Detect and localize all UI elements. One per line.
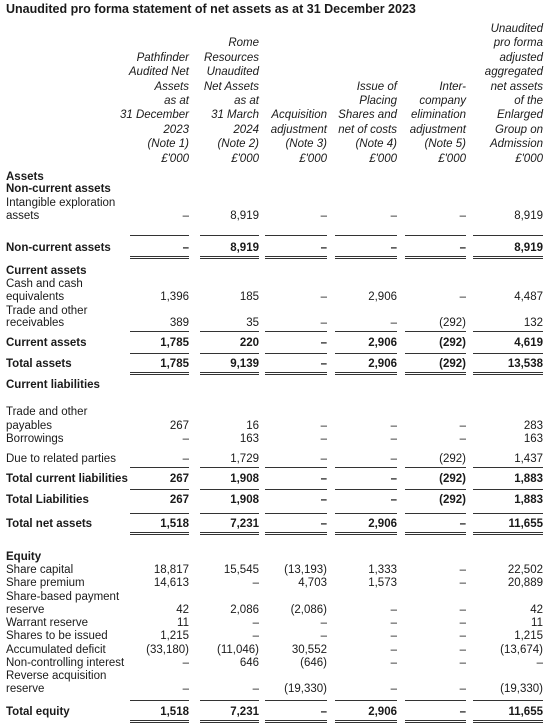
double-rule bbox=[265, 532, 327, 535]
column-header-line: £'000 bbox=[515, 152, 543, 165]
cell-value: – bbox=[459, 518, 466, 530]
cell-value: 8,919 bbox=[230, 242, 259, 254]
cell-value: – bbox=[320, 420, 327, 432]
cell-value: 8,919 bbox=[514, 210, 543, 222]
column-header-line: Audited Net bbox=[128, 66, 189, 79]
row-label: Current assets bbox=[6, 337, 87, 349]
cell-value: 1,518 bbox=[160, 518, 189, 530]
cell-value: 2,086 bbox=[230, 604, 259, 616]
double-rule bbox=[335, 372, 397, 375]
column-header-line: (Note 2) bbox=[217, 138, 259, 151]
single-rule bbox=[405, 700, 466, 701]
cell-value: – bbox=[459, 604, 466, 616]
cell-value: 2,906 bbox=[368, 518, 397, 530]
column-header-line: Shares and bbox=[338, 109, 397, 122]
double-rule bbox=[335, 532, 397, 535]
row-label: Borrowings bbox=[6, 433, 64, 445]
statement-title: Unaudited pro forma statement of net assets as at 31 December 2023 bbox=[6, 2, 416, 16]
cell-value: – bbox=[390, 317, 397, 329]
single-rule bbox=[405, 235, 466, 236]
cell-value: 11,655 bbox=[508, 518, 543, 530]
cell-value: – bbox=[390, 420, 397, 432]
cell-value: (13,193) bbox=[284, 564, 327, 576]
cell-value: 4,703 bbox=[298, 577, 327, 589]
row-label: Equity bbox=[6, 551, 42, 563]
column-header-line: as at bbox=[234, 94, 259, 107]
cell-value: 8,919 bbox=[514, 242, 543, 254]
column-header-2 bbox=[200, 24, 259, 166]
row-label: Warrant reserve bbox=[6, 617, 89, 629]
single-rule bbox=[200, 467, 259, 468]
double-rule bbox=[200, 372, 259, 375]
cell-value: 20,889 bbox=[507, 577, 543, 589]
double-rule bbox=[473, 256, 543, 259]
cell-value: – bbox=[459, 291, 466, 303]
column-header-3 bbox=[265, 24, 327, 166]
column-header-line: Acquisition bbox=[271, 109, 327, 122]
column-header-line: Unaudited bbox=[490, 22, 543, 35]
cell-value: – bbox=[320, 337, 327, 349]
double-rule bbox=[200, 256, 259, 259]
double-rule bbox=[200, 720, 259, 723]
single-rule bbox=[265, 467, 327, 468]
cell-value: – bbox=[390, 630, 397, 642]
cell-value: 7,231 bbox=[230, 706, 259, 718]
cell-value: – bbox=[390, 644, 397, 656]
cell-value: 35 bbox=[246, 317, 259, 329]
column-header-line: Unaudited bbox=[206, 66, 259, 79]
single-rule bbox=[405, 467, 466, 468]
cell-value: 11 bbox=[531, 617, 543, 629]
row-label: Total equity bbox=[6, 706, 70, 718]
column-header-line: £'000 bbox=[231, 152, 259, 165]
single-rule bbox=[335, 467, 397, 468]
column-header-line: Assets bbox=[154, 80, 189, 93]
single-rule bbox=[473, 513, 543, 514]
row-label: Assets bbox=[6, 171, 44, 183]
cell-value: 11,655 bbox=[508, 706, 543, 718]
single-rule bbox=[265, 489, 327, 490]
column-header-line: Pathfinder bbox=[136, 51, 189, 64]
single-rule bbox=[335, 489, 397, 490]
cell-value: 14,613 bbox=[153, 577, 189, 589]
cell-value: (292) bbox=[439, 337, 466, 349]
cell-value: 1,396 bbox=[160, 291, 189, 303]
row-label: Reverse acquisition bbox=[6, 670, 107, 682]
cell-value: – bbox=[459, 706, 466, 718]
cell-value: 9,139 bbox=[230, 358, 259, 370]
single-rule bbox=[130, 235, 189, 236]
cell-value: – bbox=[320, 317, 327, 329]
cell-value: 1,333 bbox=[368, 564, 397, 576]
cell-value: – bbox=[390, 617, 397, 629]
cell-value: 18,817 bbox=[153, 564, 189, 576]
double-rule bbox=[405, 532, 466, 535]
row-label: Cash and cash bbox=[6, 278, 83, 290]
cell-value: 267 bbox=[169, 420, 189, 432]
cell-value: – bbox=[459, 657, 466, 669]
column-header-line: Net Assets bbox=[203, 80, 259, 93]
row-label: Total Liabilities bbox=[6, 494, 89, 506]
single-rule bbox=[130, 331, 189, 332]
cell-value: – bbox=[459, 420, 466, 432]
column-header-line: net of costs bbox=[338, 123, 397, 136]
single-rule bbox=[335, 331, 397, 332]
double-rule bbox=[130, 372, 189, 375]
single-rule bbox=[200, 489, 259, 490]
double-rule bbox=[405, 720, 466, 723]
single-rule bbox=[130, 353, 189, 354]
cell-value: 4,487 bbox=[514, 291, 543, 303]
cell-value: 1,883 bbox=[514, 494, 543, 506]
cell-value: (292) bbox=[439, 317, 466, 329]
cell-value: 11 bbox=[177, 617, 189, 629]
double-rule bbox=[130, 720, 189, 723]
double-rule bbox=[335, 720, 397, 723]
cell-value: 8,919 bbox=[230, 210, 259, 222]
column-header-line: (Note 4) bbox=[355, 138, 397, 151]
cell-value: – bbox=[182, 657, 189, 669]
column-header-line: £'000 bbox=[161, 152, 189, 165]
row-label: Non-current assets bbox=[6, 242, 111, 254]
column-header-line: aggregated bbox=[484, 66, 543, 79]
cell-value: – bbox=[252, 617, 259, 629]
row-label: reserve bbox=[6, 604, 45, 616]
single-rule bbox=[200, 700, 259, 701]
cell-value: (33,180) bbox=[146, 644, 189, 656]
cell-value: – bbox=[182, 210, 189, 222]
row-label: Current liabilities bbox=[6, 379, 100, 391]
column-header-line: of the bbox=[514, 94, 543, 107]
column-header-4 bbox=[335, 24, 397, 166]
row-label: Total net assets bbox=[6, 518, 93, 530]
cell-value: – bbox=[459, 644, 466, 656]
column-header-line: company bbox=[419, 94, 466, 107]
single-rule bbox=[405, 513, 466, 514]
cell-value: – bbox=[390, 604, 397, 616]
single-rule bbox=[473, 489, 543, 490]
row-label: equivalents bbox=[6, 291, 65, 303]
cell-value: – bbox=[390, 683, 397, 695]
cell-value: 22,502 bbox=[507, 564, 543, 576]
column-header-line: Enlarged bbox=[496, 109, 543, 122]
row-label: Accumulated deficit bbox=[6, 644, 106, 656]
cell-value: (19,330) bbox=[284, 683, 327, 695]
column-header-line: Rome bbox=[228, 37, 259, 50]
single-rule bbox=[405, 331, 466, 332]
double-rule bbox=[473, 532, 543, 535]
column-header-line: £'000 bbox=[299, 152, 327, 165]
cell-value: 30,552 bbox=[291, 644, 327, 656]
cell-value: – bbox=[390, 453, 397, 465]
cell-value: 220 bbox=[239, 337, 259, 349]
cell-value: 646 bbox=[239, 657, 259, 669]
single-rule bbox=[335, 700, 397, 701]
column-header-line: 2024 bbox=[233, 123, 259, 136]
row-label: Non-current assets bbox=[6, 183, 111, 195]
cell-value: 1,785 bbox=[160, 358, 189, 370]
row-label: Intangible exploration bbox=[6, 197, 116, 209]
cell-value: – bbox=[459, 242, 466, 254]
double-rule bbox=[405, 256, 466, 259]
column-header-line: Group on bbox=[495, 123, 543, 136]
cell-value: – bbox=[320, 358, 327, 370]
cell-value: (19,330) bbox=[500, 683, 543, 695]
single-rule bbox=[473, 235, 543, 236]
single-rule bbox=[130, 513, 189, 514]
cell-value: 389 bbox=[169, 317, 189, 329]
single-rule bbox=[265, 513, 327, 514]
cell-value: (292) bbox=[439, 453, 466, 465]
double-rule bbox=[265, 256, 327, 259]
column-header-line: 31 March bbox=[211, 109, 259, 122]
cell-value: 163 bbox=[239, 433, 259, 445]
single-rule bbox=[200, 353, 259, 354]
cell-value: 267 bbox=[169, 473, 189, 485]
single-rule bbox=[405, 353, 466, 354]
column-header-line: (Note 3) bbox=[285, 138, 327, 151]
cell-value: – bbox=[320, 473, 327, 485]
cell-value: – bbox=[390, 433, 397, 445]
cell-value: – bbox=[320, 242, 327, 254]
cell-value: – bbox=[320, 210, 327, 222]
single-rule bbox=[200, 513, 259, 514]
cell-value: – bbox=[252, 683, 259, 695]
cell-value: (292) bbox=[439, 358, 466, 370]
column-header-line: £'000 bbox=[438, 152, 466, 165]
cell-value: – bbox=[459, 564, 466, 576]
cell-value: 2,906 bbox=[368, 706, 397, 718]
cell-value: 283 bbox=[523, 420, 543, 432]
single-rule bbox=[200, 235, 259, 236]
single-rule bbox=[473, 467, 543, 468]
single-rule bbox=[335, 235, 397, 236]
cell-value: 267 bbox=[169, 494, 189, 506]
cell-value: 42 bbox=[176, 604, 189, 616]
column-header-line: Admission bbox=[489, 138, 543, 151]
single-rule bbox=[335, 513, 397, 514]
cell-value: (13,674) bbox=[500, 644, 543, 656]
cell-value: – bbox=[182, 683, 189, 695]
cell-value: 7,231 bbox=[230, 518, 259, 530]
column-header-line: (Note 5) bbox=[424, 138, 466, 151]
column-header-line: adjustment bbox=[409, 123, 466, 136]
cell-value: 2,906 bbox=[368, 337, 397, 349]
single-rule bbox=[473, 331, 543, 332]
double-rule bbox=[265, 372, 327, 375]
cell-value: – bbox=[252, 577, 259, 589]
cell-value: 1,883 bbox=[514, 473, 543, 485]
double-rule bbox=[335, 256, 397, 259]
column-header-line: as at bbox=[164, 94, 189, 107]
cell-value: 2,906 bbox=[368, 358, 397, 370]
column-header-5 bbox=[405, 24, 466, 166]
single-rule bbox=[265, 235, 327, 236]
double-rule bbox=[130, 532, 189, 535]
cell-value: 4,619 bbox=[514, 337, 543, 349]
cell-value: (646) bbox=[300, 657, 327, 669]
column-header-line: adjusted bbox=[499, 51, 543, 64]
cell-value: – bbox=[390, 210, 397, 222]
cell-value: – bbox=[459, 683, 466, 695]
column-header-line: 31 December bbox=[119, 109, 189, 122]
cell-value: – bbox=[320, 453, 327, 465]
cell-value: – bbox=[252, 630, 259, 642]
cell-value: 1,437 bbox=[514, 453, 543, 465]
cell-value: (11,046) bbox=[217, 644, 259, 656]
single-rule bbox=[473, 700, 543, 701]
cell-value: – bbox=[320, 291, 327, 303]
cell-value: – bbox=[390, 473, 397, 485]
column-header-line: Resources bbox=[204, 51, 259, 64]
column-header-line: Issue of bbox=[356, 80, 397, 93]
column-header-6 bbox=[473, 24, 543, 166]
double-rule bbox=[473, 372, 543, 375]
cell-value: 132 bbox=[523, 317, 543, 329]
row-label: Trade and other bbox=[6, 305, 88, 317]
row-label: Due to related parties bbox=[6, 453, 116, 465]
cell-value: 13,538 bbox=[507, 358, 543, 370]
cell-value: – bbox=[320, 630, 327, 642]
column-header-line: elimination bbox=[411, 109, 466, 122]
single-rule bbox=[335, 353, 397, 354]
row-label: Share premium bbox=[6, 577, 85, 589]
row-label: Shares to be issued bbox=[6, 630, 108, 642]
column-header-line: pro forma bbox=[493, 37, 543, 50]
cell-value: 1,785 bbox=[160, 337, 189, 349]
cell-value: – bbox=[182, 433, 189, 445]
single-rule bbox=[130, 489, 189, 490]
cell-value: 2,906 bbox=[368, 291, 397, 303]
column-header-line: £'000 bbox=[369, 152, 397, 165]
column-header-line: Placing bbox=[359, 94, 397, 107]
cell-value: 15,545 bbox=[223, 564, 259, 576]
single-rule bbox=[265, 331, 327, 332]
cell-value: – bbox=[320, 518, 327, 530]
row-label: assets bbox=[6, 210, 40, 222]
cell-value: 1,573 bbox=[368, 577, 397, 589]
cell-value: – bbox=[182, 242, 189, 254]
column-header-1 bbox=[118, 24, 189, 166]
cell-value: (292) bbox=[439, 494, 466, 506]
cell-value: – bbox=[459, 630, 466, 642]
cell-value: 1,729 bbox=[230, 453, 259, 465]
cell-value: 1,215 bbox=[514, 630, 543, 642]
cell-value: (292) bbox=[439, 473, 466, 485]
single-rule bbox=[265, 353, 327, 354]
cell-value: – bbox=[459, 433, 466, 445]
column-header-line: adjustment bbox=[270, 123, 327, 136]
cell-value: – bbox=[320, 494, 327, 506]
row-label: Share-based payment bbox=[6, 591, 120, 603]
double-rule bbox=[200, 532, 259, 535]
row-label: reserve bbox=[6, 683, 45, 695]
double-rule bbox=[130, 256, 189, 259]
cell-value: – bbox=[536, 657, 543, 669]
single-rule bbox=[265, 700, 327, 701]
cell-value: – bbox=[390, 657, 397, 669]
cell-value: – bbox=[459, 210, 466, 222]
single-rule bbox=[130, 467, 189, 468]
column-header-line: net assets bbox=[490, 80, 543, 93]
cell-value: 42 bbox=[530, 604, 543, 616]
row-label: Trade and other bbox=[6, 406, 88, 418]
cell-value: – bbox=[390, 494, 397, 506]
column-header-line: (Note 1) bbox=[147, 138, 189, 151]
row-label: Current assets bbox=[6, 265, 87, 277]
cell-value: 16 bbox=[246, 420, 259, 432]
cell-value: 1,908 bbox=[230, 473, 259, 485]
cell-value: – bbox=[390, 242, 397, 254]
row-label: Total current liabilities bbox=[6, 473, 128, 485]
cell-value: 163 bbox=[523, 433, 543, 445]
double-rule bbox=[265, 720, 327, 723]
single-rule bbox=[200, 331, 259, 332]
cell-value: – bbox=[320, 706, 327, 718]
cell-value: 1,518 bbox=[160, 706, 189, 718]
row-label: Non-controlling interest bbox=[6, 657, 125, 669]
single-rule bbox=[405, 489, 466, 490]
row-label: Share capital bbox=[6, 564, 74, 576]
cell-value: 1,908 bbox=[230, 494, 259, 506]
cell-value: – bbox=[459, 577, 466, 589]
cell-value: – bbox=[320, 433, 327, 445]
single-rule bbox=[473, 353, 543, 354]
double-rule bbox=[405, 372, 466, 375]
cell-value: – bbox=[459, 617, 466, 629]
column-header-line: Inter- bbox=[439, 80, 466, 93]
column-header-line: 2023 bbox=[163, 123, 189, 136]
cell-value: (2,086) bbox=[290, 604, 327, 616]
double-rule bbox=[473, 720, 543, 723]
row-label: payables bbox=[6, 420, 53, 432]
single-rule bbox=[130, 700, 189, 701]
row-label: Total assets bbox=[6, 358, 72, 370]
cell-value: – bbox=[182, 453, 189, 465]
cell-value: 185 bbox=[239, 291, 259, 303]
row-label: receivables bbox=[6, 317, 65, 329]
cell-value: 1,215 bbox=[160, 630, 189, 642]
cell-value: – bbox=[320, 617, 327, 629]
